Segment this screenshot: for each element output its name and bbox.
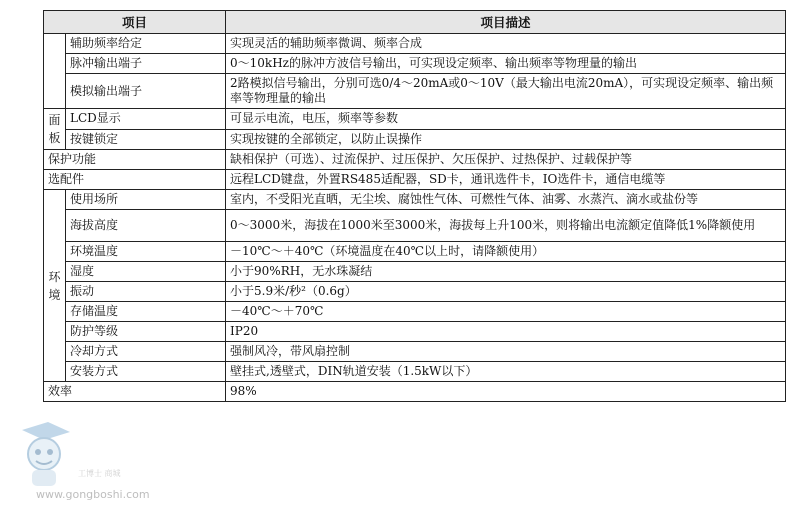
row-desc: 小于90%RH，无水珠凝结: [226, 262, 786, 282]
table-row: [44, 302, 786, 322]
row-label: 辅助频率给定: [66, 34, 226, 54]
row-label: 按键锁定: [66, 129, 226, 150]
row-label: LCD显示: [66, 109, 226, 130]
watermark-url: www.gongboshi.com: [36, 488, 150, 501]
row-desc: 实现按键的全部锁定，以防止误操作: [226, 129, 786, 150]
table-row: [44, 150, 786, 170]
group-char: 板: [48, 131, 61, 145]
row-desc: 2路模拟信号输出，分别可选0/4～20mA或0～10V（最大输出电流20mA），可实现设定频率、输出频率等物理量的输出: [226, 74, 786, 109]
row-label: 安装方式: [66, 362, 226, 382]
row-desc: 缺相保护（可选）、过流保护、过压保护、欠压保护、过热保护、过载保护等: [226, 150, 786, 170]
table-row: [44, 34, 786, 54]
row-desc: 壁挂式,透壁式，DIN轨道安装（1.5kW以下）: [226, 362, 786, 382]
table-row: [44, 362, 786, 382]
table-row: [44, 242, 786, 262]
header-description: 项目描述: [226, 11, 786, 34]
table-row: [44, 129, 786, 150]
row-label: 湿度: [66, 262, 226, 282]
group-char: 环: [48, 269, 61, 284]
table-row: [44, 74, 786, 109]
row-label: 选配件: [44, 170, 226, 190]
table-row: [44, 342, 786, 362]
row-desc: IP20: [226, 322, 786, 342]
row-label: 模拟输出端子: [66, 74, 226, 109]
watermark: [8, 420, 158, 510]
row-label: 冷却方式: [66, 342, 226, 362]
row-label: 环境温度: [66, 242, 226, 262]
watermark-sub: 工博士 商城: [78, 469, 121, 478]
row-desc: 0～10kHz的脉冲方波信号输出，可实现设定频率、输出频率等物理量的输出: [226, 54, 786, 74]
row-desc: 98%: [226, 382, 786, 402]
header-item: 项目: [44, 11, 226, 34]
group-cell-blank: [44, 34, 66, 109]
table-row: [44, 382, 786, 402]
row-desc: 可显示电流，电压，频率等参数: [226, 109, 786, 130]
row-desc: 0～3000米，海拔在1000米至3000米，海拔每上升100米，则将输出电流额定值降低1%降额使用: [226, 210, 786, 242]
mascot-icon: [8, 420, 78, 490]
group-label-panel: [44, 109, 66, 150]
row-label: 防护等级: [66, 322, 226, 342]
table-row: [44, 210, 786, 242]
table-row: [44, 109, 786, 130]
row-label: 存储温度: [66, 302, 226, 322]
table-row: [44, 190, 786, 210]
group-char: 面: [48, 113, 61, 127]
group-label-env: [44, 190, 66, 382]
row-label: 振动: [66, 282, 226, 302]
row-label: 脉冲输出端子: [66, 54, 226, 74]
table-row: [44, 262, 786, 282]
row-label: 海拔高度: [66, 210, 226, 242]
group-char: 境: [48, 287, 61, 302]
table-row: [44, 170, 786, 190]
row-desc: 小于5.9米/秒²（0.6g）: [226, 282, 786, 302]
row-desc: 实现灵活的辅助频率微调、频率合成: [226, 34, 786, 54]
row-desc: －40℃～＋70℃: [226, 302, 786, 322]
table-row: [44, 54, 786, 74]
row-desc: 室内，不受阳光直晒，无尘埃、腐蚀性气体、可燃性气体、油雾、水蒸汽、滴水或盐份等: [226, 190, 786, 210]
spec-table: [43, 10, 786, 402]
row-desc: 远程LCD键盘，外置RS485适配器，SD卡，通讯选件卡，IO选件卡，通信电缆等: [226, 170, 786, 190]
row-label: 效率: [44, 382, 226, 402]
row-label: 保护功能: [44, 150, 226, 170]
table-header-row: [44, 11, 786, 34]
row-desc: 强制风冷，带风扇控制: [226, 342, 786, 362]
table-row: [44, 282, 786, 302]
table-row: [44, 322, 786, 342]
row-desc: －10℃～＋40℃（环境温度在40℃以上时，请降额使用）: [226, 242, 786, 262]
row-label: 使用场所: [66, 190, 226, 210]
